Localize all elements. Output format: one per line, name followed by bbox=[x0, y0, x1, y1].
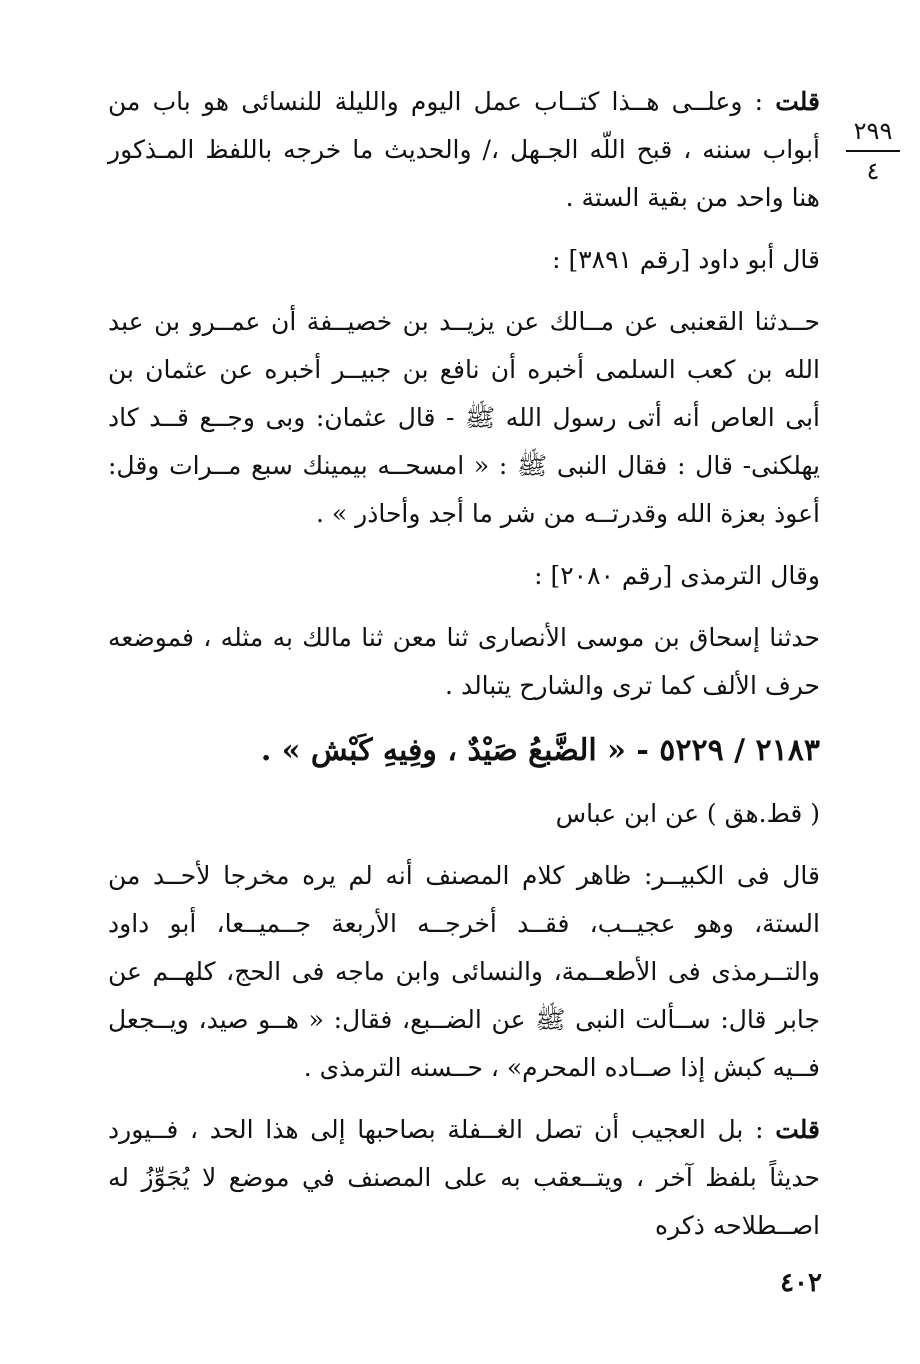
qultu-label: قلت bbox=[775, 87, 820, 116]
paragraph-text: : بل العجيب أن تصل الغــفلة بصاحبها إلى هذا الحد ، فــيورد حديثاً بلفظ آخر ، ويتــعقب به على المصنف في موضع لا يُجَوِّزُ له اصــطلاحه ذكره bbox=[108, 1115, 820, 1240]
margin-reference-denominator: ٤ bbox=[866, 157, 880, 185]
tirmidhi-reference: وقال الترمذى [رقم ٢٠٨٠] : bbox=[534, 561, 820, 590]
paragraph-qultu-1 bbox=[108, 78, 820, 222]
tirmidhi-hadith: حدثنا إسحاق بن موسى الأنصارى ثنا معن ثنا مالك به مثله ، فموضعه حرف الألف كما ترى والشارح يتبالد . bbox=[108, 623, 820, 700]
hadith-heading: ٢١٨٣ / ٥٢٢٩ - « الضَّبعُ صَيْدٌ ، وفِيهِ كَبْش » . bbox=[260, 733, 820, 768]
abu-dawud-reference: قال أبو داود [رقم ٣٨٩١] : bbox=[552, 245, 820, 274]
paragraph-qultu-2 bbox=[108, 1106, 820, 1250]
main-text-column bbox=[108, 78, 820, 1264]
commentary-kabir: قال فى الكبيــر: ظاهر كلام المصنف أنه لم يره مخرجا لأحــد من الستة، وهو عجيــب، فقــد أخرجــه الأربعة جــميــعا، أبو داود والتــرمذى فى الأطعــمة، والنسائى وابن ماجه فى الحج، كلهــم عن جابر قال: ســألت النبى ﷺ عن الضــبع، فقال: « هــو صيد، ويــجعل فــيه كبش إذا صــاده المحرم» ، حــسنه الترمذى . bbox=[108, 861, 820, 1082]
paragraph-text: : وعلــى هــذا كتــاب عمل اليوم والليلة للنسائى هو باب من أبواب سننه ، قبح اللّه الجـهل ،/ والحديث ما خرجه باللفظ المـذكور هنا واحد من بقية الستة . bbox=[108, 87, 820, 212]
margin-reference-numerator: ٢٩٩ bbox=[846, 114, 900, 152]
margin-reference bbox=[846, 114, 900, 188]
qultu-label: قلت bbox=[775, 1115, 820, 1144]
hadith-source: ( قط.هق ) عن ابن عباس bbox=[555, 799, 820, 828]
abu-dawud-hadith: حــدثنا القعنبى عن مــالك عن يزيــد بن خصيــفة أن عمــرو بن عبد الله بن كعب السلمى أخبره أن نافع بن جبيــر أخبره عن عثمان بن أبى العاص أنه أتى رسول الله ﷺ - قال عثمان: وبى وجــع قــد كاد يهلكنى- قال : فقال النبى ﷺ : « امسحــه بيمينك سبع مــرات وقل: أعوذ بعزة الله وقدرتــه من شر ما أجد وأحاذر » . bbox=[108, 307, 820, 528]
page-number: ٤٠٢ bbox=[780, 1268, 822, 1298]
